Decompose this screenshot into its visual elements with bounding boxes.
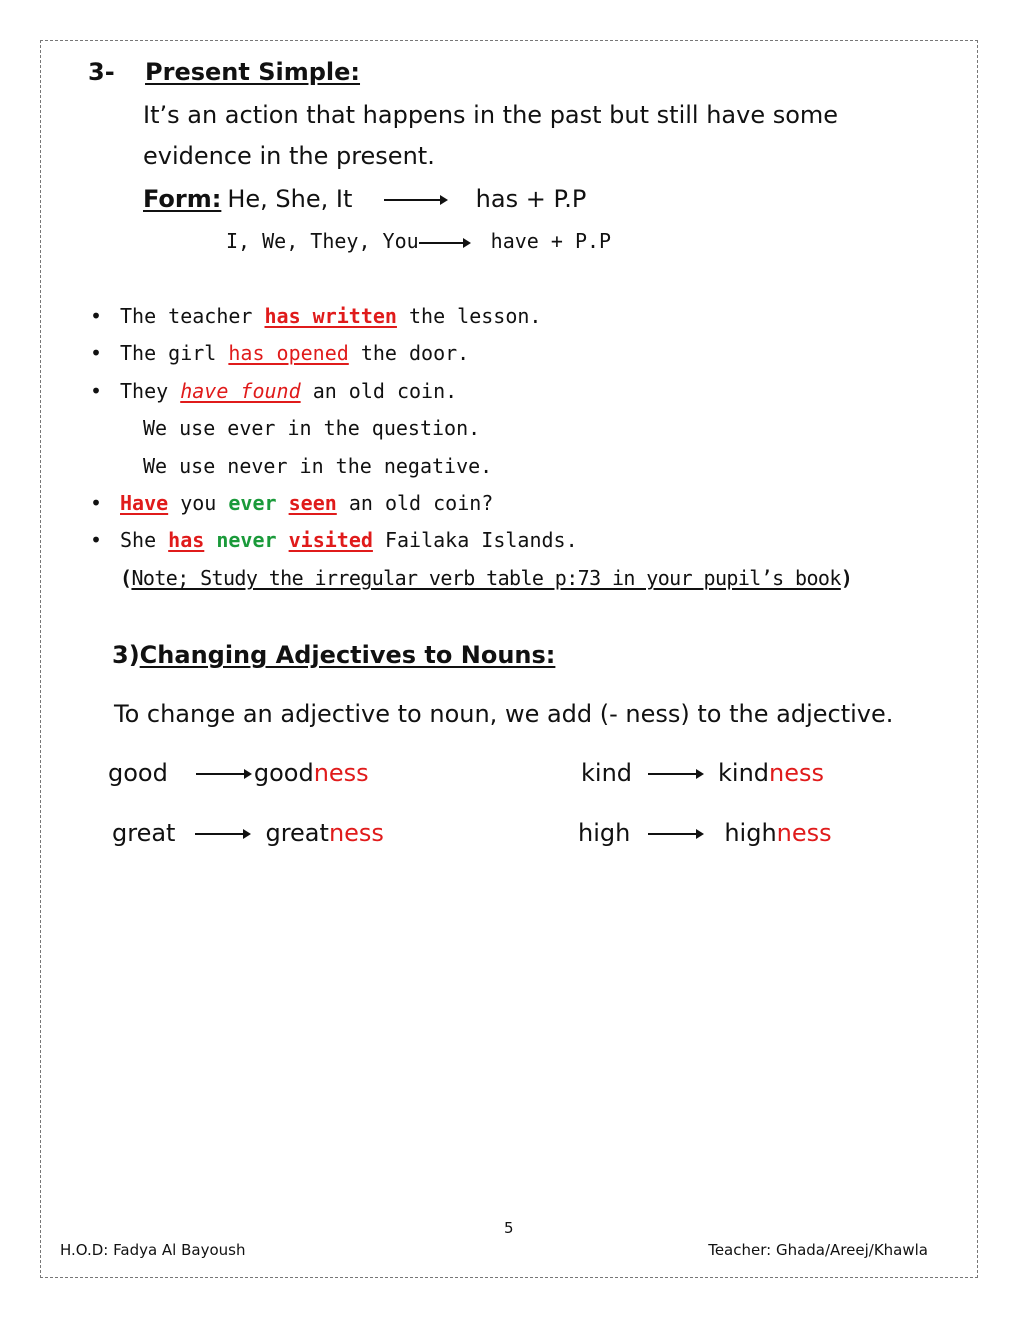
form2-subject: I, We, They, You	[226, 229, 419, 253]
arrow-icon	[648, 773, 702, 775]
example-5	[120, 528, 578, 552]
noun-base: great	[265, 819, 329, 847]
footer-hod: H.O.D: Fadya Al Bayoush	[60, 1241, 246, 1259]
noun-suffix: ness	[769, 759, 825, 787]
example-text: The teacher	[120, 304, 253, 328]
example-aux: Have	[120, 491, 169, 515]
example-text: the door.	[360, 341, 470, 365]
example-1	[120, 304, 541, 328]
footer-teacher: Teacher: Ghada/Areej/Khawla	[708, 1241, 928, 1259]
form1-result: has + P.P	[475, 185, 587, 213]
noun-base: high	[724, 819, 777, 847]
example-verb: seen	[288, 491, 337, 515]
arrow-icon	[195, 833, 249, 835]
note-never: We use never in the negative.	[143, 454, 493, 478]
definition-line-1: It’s an action that happens in the past but still have some	[143, 101, 839, 129]
arrow-icon	[384, 199, 446, 201]
form-label: Form:	[143, 185, 222, 213]
noun-base: good	[253, 759, 314, 787]
pair-high	[578, 819, 832, 847]
example-text: an old coin.	[312, 379, 458, 403]
form-line-2	[226, 229, 611, 253]
page-number: 5	[504, 1219, 514, 1237]
adjective-word: great	[112, 819, 176, 847]
example-text: Failaka Islands.	[384, 528, 578, 552]
noun-suffix: ness	[776, 819, 832, 847]
adjective-word: high	[578, 819, 631, 847]
example-text: She	[120, 528, 157, 552]
example-adverb: never	[216, 528, 277, 552]
note-ever: We use ever in the question.	[143, 416, 481, 440]
arrow-icon	[648, 833, 702, 835]
adjectives-instruction: To change an adjective to noun, we add (- ness) to the adjective.	[114, 700, 894, 728]
example-verb: have found	[180, 379, 301, 403]
example-text: the lesson.	[409, 304, 542, 328]
section-heading	[88, 58, 360, 86]
example-aux: has	[168, 528, 205, 552]
adjectives-number: 3)	[112, 641, 140, 669]
example-3	[120, 379, 457, 403]
form1-subject: He, She, It	[227, 185, 353, 213]
example-2	[120, 341, 469, 365]
pair-great	[112, 819, 384, 847]
section-title: Present Simple:	[145, 58, 361, 86]
adjectives-title: Changing Adjectives to Nouns:	[139, 641, 556, 669]
noun-suffix: ness	[313, 759, 369, 787]
arrow-icon	[196, 773, 250, 775]
adjectives-heading	[112, 641, 555, 669]
definition-line-2: evidence in the present.	[143, 142, 435, 170]
example-text: The girl	[120, 341, 217, 365]
section-number: 3-	[88, 58, 115, 86]
adjective-word: kind	[581, 759, 633, 787]
study-note-text: Note; Study the irregular verb table p:73 in your pupil’s book	[131, 566, 841, 590]
pair-kind	[581, 759, 824, 787]
example-4	[120, 491, 493, 515]
study-note-paren: (	[120, 566, 132, 590]
study-note	[120, 566, 852, 590]
example-text: you	[180, 491, 217, 515]
example-text: an old coin?	[348, 491, 494, 515]
form2-result: have + P.P	[490, 229, 612, 253]
example-verb: has opened	[228, 341, 349, 365]
pair-good	[108, 759, 369, 787]
example-adverb: ever	[228, 491, 277, 515]
adjective-word: good	[108, 759, 168, 787]
arrow-icon	[419, 242, 469, 244]
noun-base: kind	[718, 759, 770, 787]
study-note-paren: )	[840, 566, 853, 590]
form-line-1	[143, 185, 586, 213]
example-verb: has written	[264, 304, 397, 328]
example-text: They	[120, 379, 169, 403]
noun-suffix: ness	[328, 819, 384, 847]
example-verb: visited	[288, 528, 373, 552]
